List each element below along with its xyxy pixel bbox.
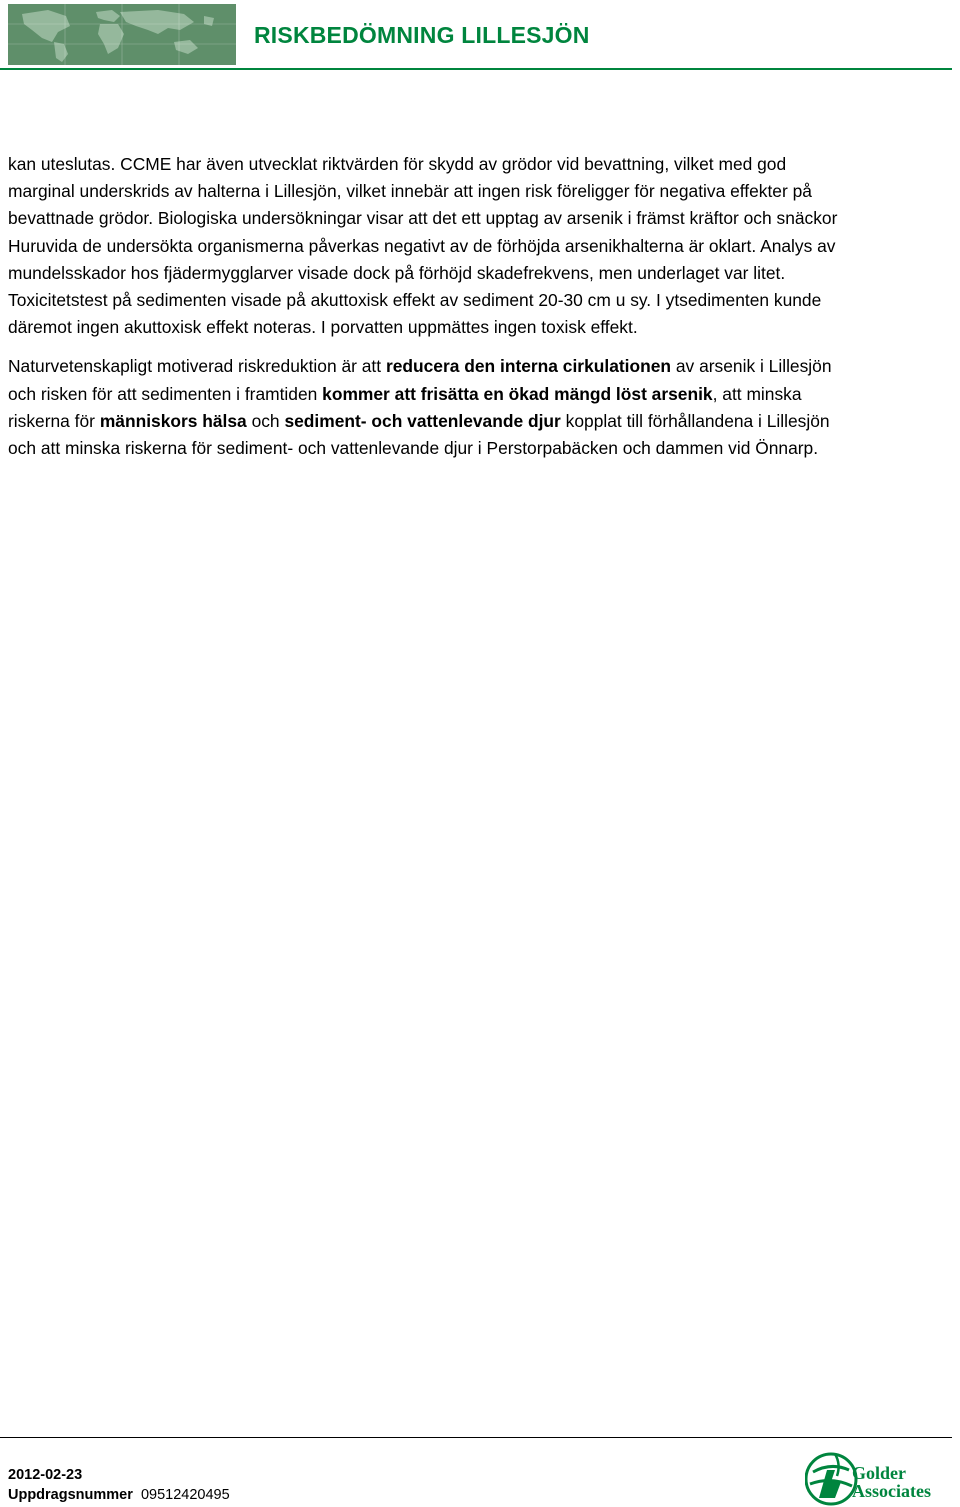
page-header bbox=[0, 0, 960, 72]
text-line: och att minska riskerna för sediment- och vattenlevande djur i Perstorpabäcken och dammen vid Önnarp. bbox=[8, 438, 819, 459]
paragraph-risk-assessment bbox=[8, 151, 952, 341]
text-line: bevattnade grödor. Biologiska undersökningar visar att det ett upptag av arsenik i främst kräftor och snäckor bbox=[8, 208, 838, 229]
text-segment: Naturvetenskapligt motiverad riskreduktion är att bbox=[8, 356, 386, 377]
text-line: marginal underskrids av halterna i Lillesjön, vilket innebär att ingen risk föreligger för negativa effekter på bbox=[8, 181, 812, 202]
text-segment: av arsenik i Lillesjön bbox=[671, 356, 832, 377]
text-line bbox=[8, 353, 952, 380]
footer-assignment bbox=[8, 1485, 230, 1505]
assignment-label: Uppdragsnummer bbox=[8, 1487, 133, 1503]
text-line bbox=[8, 408, 952, 435]
world-map-icon bbox=[8, 4, 236, 65]
bold-phrase: reducera den interna cirkulationen bbox=[385, 356, 672, 377]
text-line: däremot ingen akuttoxisk effekt noteras. I porvatten uppmättes ingen toxisk effekt. bbox=[8, 317, 638, 338]
text-line bbox=[8, 381, 952, 408]
footer-info bbox=[8, 1465, 230, 1505]
text-line: mundelsskador hos fjädermygglarver visade dock på förhöjd skadefrekvens, men underlaget var litet. bbox=[8, 262, 786, 283]
bold-phrase: sediment- och vattenlevande djur bbox=[284, 410, 561, 431]
text-segment: och bbox=[246, 410, 285, 431]
bold-phrase: kommer att frisätta en ökad mängd löst arsenik bbox=[322, 383, 713, 404]
text-line: kan uteslutas. CCME har även utvecklat riktvärden för skydd av grödor vid bevattning, vilket med god bbox=[8, 154, 787, 174]
assignment-number: 09512420495 bbox=[140, 1487, 230, 1503]
document-body bbox=[8, 151, 952, 474]
text-line: Toxicitetstest på sedimenten visade på akuttoxisk effekt av sediment 20-30 cm u sy. I ytsedimenten kunde bbox=[8, 290, 822, 311]
company-name-line2: Associates bbox=[852, 1481, 931, 1501]
text-segment: , att minska bbox=[712, 383, 802, 404]
footer-divider bbox=[0, 1437, 952, 1438]
text-segment: och risken för att sedimenten i framtiden bbox=[8, 383, 323, 404]
paragraph-risk-reduction bbox=[8, 353, 952, 462]
document-title: RISKBEDÖMNING LILLESJÖN bbox=[254, 22, 590, 48]
bold-phrase: människors hälsa bbox=[99, 410, 247, 431]
header-divider bbox=[0, 68, 952, 70]
text-line: Huruvida de undersökta organismerna påverkas negativt av de förhöjda arsenikhalterna är oklart. Analys av bbox=[8, 235, 836, 256]
text-segment: kopplat till förhållandena i Lillesjön bbox=[560, 410, 830, 431]
footer-date: 2012-02-23 bbox=[8, 1467, 83, 1483]
company-name bbox=[852, 1464, 931, 1500]
text-segment: riskerna för bbox=[8, 410, 100, 431]
company-name-line1: Golder bbox=[852, 1463, 906, 1483]
